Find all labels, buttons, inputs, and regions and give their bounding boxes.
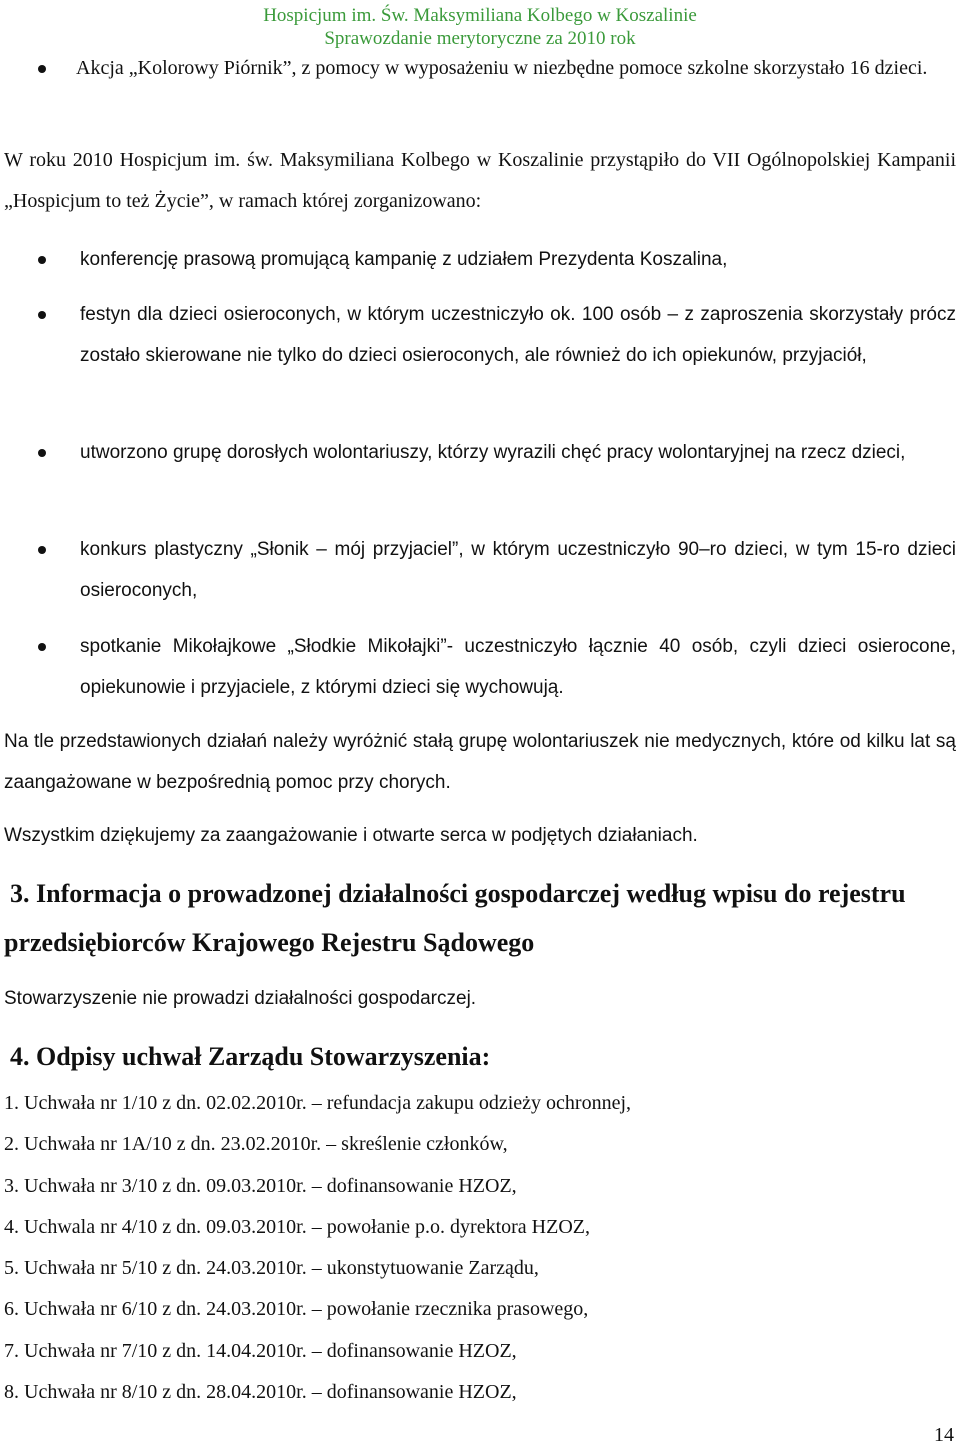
- thanks-paragraph: Wszystkim dziękujemy za zaangażowanie i otwarte serca w podjętych działaniach.: [4, 825, 698, 846]
- resolution-item: 5. Uchwała nr 5/10 z dn. 24.03.2010r. – ukonstytuowanie Zarządu,: [4, 1257, 539, 1280]
- campaign-item-text: konkurs plastyczny „Słonik – mój przyjaciel”, w którym uczestniczyło 90–ro dzieci, w tym 15-ro dzieci osieroconych,: [80, 539, 956, 601]
- section-3-number: 3.: [10, 879, 30, 908]
- campaign-intro: W roku 2010 Hospicjum im. św. Maksymiliana Kolbego w Koszalinie przystąpiło do VII Ogólnopolskiej Kampanii „Hospicjum to też Życie”, w ramach której zorganizowano:: [4, 149, 956, 212]
- resolution-item: 1. Uchwała nr 1/10 z dn. 02.02.2010r. – refundacja zakupu odzieży ochronnej,: [4, 1092, 632, 1114]
- bullet-dot-icon: [38, 256, 46, 264]
- bullet-dot-icon: [38, 449, 46, 457]
- header-line-2: Sprawozdanie merytoryczne za 2010 rok: [324, 28, 636, 49]
- page-number: 14: [934, 1424, 954, 1446]
- campaign-item-text: festyn dla dzieci osieroconych, w którym uczestniczyło ok. 100 osób – z zaproszenia skorzystały prócz zostało skierowane nie tylko do dzieci osieroconych, ale również do ich opiekunów, przyjaciół,: [80, 304, 956, 366]
- header-line-1: Hospicjum im. Św. Maksymiliana Kolbego w Koszalinie: [263, 5, 697, 26]
- section-4-number: 4.: [10, 1042, 30, 1071]
- running-header: [0, 4, 960, 50]
- campaign-item-text: konferencję prasową promującą kampanię z udziałem Prezydenta Koszalina,: [80, 249, 728, 270]
- resolution-item: 7. Uchwała nr 7/10 z dn. 14.04.2010r. – dofinansowanie HZOZ,: [4, 1339, 517, 1362]
- resolutions-list: [4, 1083, 956, 1413]
- section-3-heading: [4, 869, 956, 967]
- intro-bullet-text: Akcja „Kolorowy Piórnik”, z pomocy w wyposażeniu w niezbędne pomoce szkolne skorzystało 16 dzieci.: [76, 57, 928, 79]
- campaign-item-text: spotkanie Mikołajkowe „Słodkie Mikołajki”- uczestniczyło łącznie 40 osób, czyli dzieci osierocone, opiekunowie i przyjaciele, z którymi dzieci się wychowują.: [80, 636, 956, 698]
- bullet-dot-icon: [38, 65, 46, 73]
- bullet-dot-icon: [38, 311, 46, 319]
- resolution-item: 3. Uchwała nr 3/10 z dn. 09.03.2010r. – dofinansowanie HZOZ,: [4, 1174, 517, 1197]
- resolution-item: 6. Uchwała nr 6/10 z dn. 24.03.2010r. – powołanie rzecznika prasowego,: [4, 1298, 589, 1321]
- section-3-title: Informacja o prowadzonej działalności gospodarczej według wpisu do rejestru przedsiębiorców Krajowego Rejestru Sądowego: [4, 879, 906, 957]
- volunteers-paragraph: Na tle przedstawionych działań należy wyróżnić stałą grupę wolontariuszek nie medycznych, które od kilku lat są zaangażowane w bezpośrednią pomoc przy chorych.: [4, 731, 956, 793]
- section-4-heading: [4, 1032, 956, 1081]
- campaign-item-text: utworzono grupę dorosłych wolontariuszy, którzy wyrazili chęć pracy wolontaryjnej na rzecz dzieci,: [80, 442, 906, 463]
- bullet-dot-icon: [38, 643, 46, 651]
- bullet-dot-icon: [38, 546, 46, 554]
- resolution-item: 4. Uchwala nr 4/10 z dn. 09.03.2010r. – powołanie p.o. dyrektora HZOZ,: [4, 1215, 590, 1238]
- resolution-item: 2. Uchwała nr 1A/10 z dn. 23.02.2010r. – skreślenie członków,: [4, 1133, 508, 1156]
- resolution-item: 8. Uchwała nr 8/10 z dn. 28.04.2010r. – dofinansowanie HZOZ,: [4, 1381, 517, 1404]
- section-3-body: Stowarzyszenie nie prowadzi działalności gospodarczej.: [4, 988, 477, 1009]
- section-4-title: Odpisy uchwał Zarządu Stowarzyszenia:: [36, 1042, 491, 1071]
